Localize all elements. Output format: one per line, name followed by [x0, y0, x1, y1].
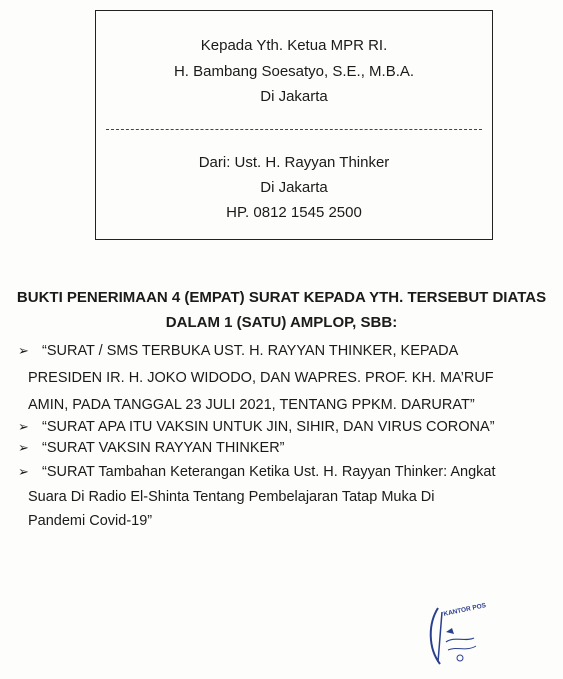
arrowhead-bullet-icon: ➢	[18, 419, 29, 434]
post-office-stamp-icon	[426, 602, 487, 670]
recipient-line-3: Di Jakarta	[260, 88, 328, 105]
address-box	[95, 10, 493, 240]
item-4-line-1: “SURAT Tambahan Keterangan Ketika Ust. H. Rayyan Thinker: Angkat	[42, 464, 496, 480]
recipient-line-1: Kepada Yth. Ketua MPR RI.	[200, 37, 388, 54]
item-1-line-3: AMIN, PADA TANGGAL 23 JULI 2021, TENTANG PPKM. DARURAT”	[28, 397, 475, 413]
item-1-line-2: PRESIDEN IR. H. JOKO WIDODO, DAN WAPRES. PROF. KH. MA’RUF	[28, 370, 494, 386]
arrowhead-bullet-icon: ➢	[18, 343, 29, 358]
recipient-line-2: H. Bambang Soesatyo, S.E., M.B.A.	[173, 63, 415, 80]
heading-line-2: DALAM 1 (SATU) AMPLOP, SBB:	[165, 314, 398, 331]
sender-line-2: Di Jakarta	[260, 179, 328, 196]
arrowhead-bullet-icon: ➢	[18, 440, 29, 455]
heading-line-1: BUKTI PENERIMAAN 4 (EMPAT) SURAT KEPADA YTH. TERSEBUT DIATAS	[16, 289, 547, 306]
item-1-line-1: “SURAT / SMS TERBUKA UST. H. RAYYAN THINKER, KEPADA	[42, 343, 459, 359]
item-4-line-3: Pandemi Covid-19”	[28, 513, 153, 529]
item-3-line-1: “SURAT VAKSIN RAYYAN THINKER”	[42, 440, 285, 456]
sender-line-3: HP. 0812 1545 2500	[226, 204, 362, 221]
item-4-line-2: Suara Di Radio El-Shinta Tentang Pembelajaran Tatap Muka Di	[28, 489, 435, 505]
sender-line-1: Dari: Ust. H. Rayyan Thinker	[198, 154, 390, 171]
dashed-divider	[106, 129, 482, 130]
stamp-text: KANTOR POS	[442, 602, 487, 618]
arrowhead-bullet-icon: ➢	[18, 464, 29, 479]
item-2-line-1: “SURAT APA ITU VAKSIN UNTUK JIN, SIHIR, DAN VIRUS CORONA”	[42, 419, 495, 435]
